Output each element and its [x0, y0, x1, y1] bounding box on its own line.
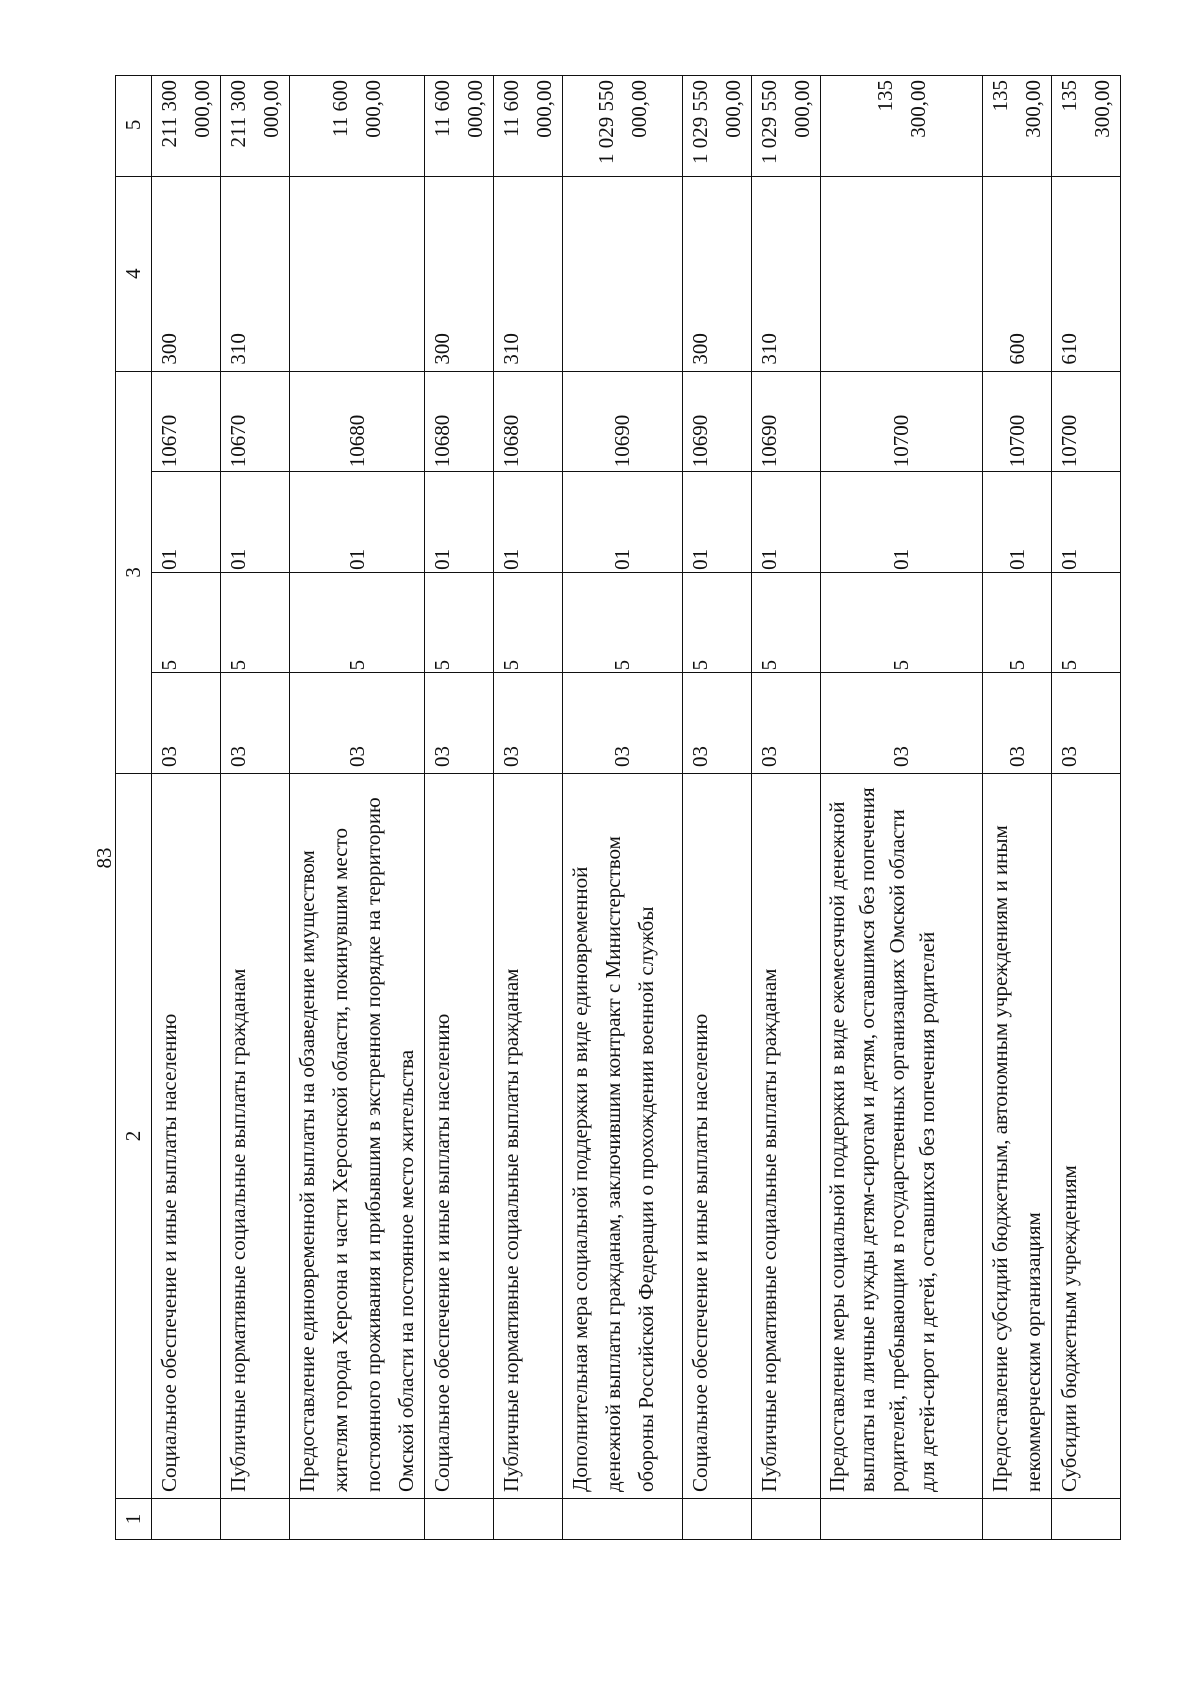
table-header-row	[116, 76, 152, 1540]
row-code-part-2: 5	[290, 572, 425, 673]
row-type-cell: 300	[683, 176, 752, 371]
row-code-part-3: 01	[983, 472, 1052, 573]
row-type-cell: 300	[425, 176, 494, 371]
row-amount-cell: 11 600 000,00	[425, 76, 494, 177]
row-number-cell	[152, 1499, 221, 1540]
budget-table-rotated	[115, 75, 1114, 1540]
row-code-part-3: 01	[1052, 472, 1121, 573]
row-number-cell	[683, 1499, 752, 1540]
row-code-part-3: 01	[290, 472, 425, 573]
row-code-part-2: 5	[152, 572, 221, 673]
page-number: 83	[92, 847, 116, 869]
row-code-part-4: 10680	[290, 371, 425, 472]
row-code-part-4: 10680	[425, 371, 494, 472]
row-name-cell: Публичные нормативные социальные выплаты гражданам	[752, 774, 821, 1499]
row-code-part-1: 03	[752, 673, 821, 774]
row-code-part-4: 10690	[563, 371, 683, 472]
table-row	[683, 76, 752, 1540]
row-type-cell: 310	[752, 176, 821, 371]
row-code-part-3: 01	[752, 472, 821, 573]
row-amount-cell: 11 600 000,00	[290, 76, 425, 177]
row-amount-cell: 211 300 000,00	[221, 76, 290, 177]
row-amount-cell: 1 029 550 000,00	[563, 76, 683, 177]
row-code-part-4: 10670	[221, 371, 290, 472]
row-number-cell	[1052, 1499, 1121, 1540]
row-code-part-1: 03	[290, 673, 425, 774]
table-row	[152, 76, 221, 1540]
row-number-cell	[983, 1499, 1052, 1540]
row-code-part-3: 01	[152, 472, 221, 573]
row-code-part-1: 03	[821, 673, 983, 774]
row-amount-cell: 135 300,00	[1052, 76, 1121, 177]
row-amount-cell: 1 029 550 000,00	[752, 76, 821, 177]
table-row	[983, 76, 1052, 1540]
row-code-part-2: 5	[494, 572, 563, 673]
row-type-cell: 610	[1052, 176, 1121, 371]
row-name-cell: Предоставление субсидий бюджетным, автономным учреждениям и иным некоммерческим организациям	[983, 774, 1052, 1499]
row-type-cell	[821, 176, 983, 371]
row-type-cell: 310	[221, 176, 290, 371]
row-code-part-2: 5	[683, 572, 752, 673]
row-name-cell: Социальное обеспечение и иные выплаты населению	[683, 774, 752, 1499]
row-code-part-3: 01	[683, 472, 752, 573]
row-number-cell	[494, 1499, 563, 1540]
row-code-part-1: 03	[221, 673, 290, 774]
table-row	[563, 76, 683, 1540]
row-code-part-1: 03	[563, 673, 683, 774]
row-code-part-4: 10680	[494, 371, 563, 472]
row-amount-cell: 11 600 000,00	[494, 76, 563, 177]
row-amount-cell: 1 029 550 000,00	[683, 76, 752, 177]
row-number-cell	[425, 1499, 494, 1540]
row-name-cell: Публичные нормативные социальные выплаты гражданам	[221, 774, 290, 1499]
table-row	[290, 76, 425, 1540]
table-row	[425, 76, 494, 1540]
row-code-part-2: 5	[221, 572, 290, 673]
row-number-cell	[221, 1499, 290, 1540]
row-code-part-1: 03	[1052, 673, 1121, 774]
table-row	[752, 76, 821, 1540]
row-type-cell: 310	[494, 176, 563, 371]
row-code-part-3: 01	[494, 472, 563, 573]
row-number-cell	[821, 1499, 983, 1540]
row-code-part-2: 5	[425, 572, 494, 673]
row-amount-cell: 135 300,00	[821, 76, 983, 177]
row-code-part-4: 10670	[152, 371, 221, 472]
header-col-4: 4	[116, 176, 152, 371]
row-code-part-1: 03	[983, 673, 1052, 774]
row-type-cell	[563, 176, 683, 371]
row-number-cell	[752, 1499, 821, 1540]
row-number-cell	[563, 1499, 683, 1540]
header-col-1: 1	[116, 1499, 152, 1540]
row-number-cell	[290, 1499, 425, 1540]
row-code-part-3: 01	[425, 472, 494, 573]
header-col-3: 3	[116, 371, 152, 773]
row-code-part-3: 01	[821, 472, 983, 573]
row-amount-cell: 135 300,00	[983, 76, 1052, 177]
row-code-part-2: 5	[821, 572, 983, 673]
row-code-part-4: 10700	[983, 371, 1052, 472]
row-code-part-1: 03	[152, 673, 221, 774]
row-code-part-1: 03	[425, 673, 494, 774]
row-code-part-2: 5	[563, 572, 683, 673]
header-col-5: 5	[116, 76, 152, 177]
row-code-part-2: 5	[752, 572, 821, 673]
row-code-part-2: 5	[1052, 572, 1121, 673]
row-name-cell: Социальное обеспечение и иные выплаты населению	[152, 774, 221, 1499]
row-code-part-1: 03	[683, 673, 752, 774]
row-code-part-1: 03	[494, 673, 563, 774]
table-row	[494, 76, 563, 1540]
budget-table	[115, 75, 1121, 1540]
row-name-cell: Публичные нормативные социальные выплаты гражданам	[494, 774, 563, 1499]
row-name-cell: Предоставление единовременной выплаты на обзаведение имуществом жителям города Херсона и части Херсонской области, покинувшим место постоянного проживания и прибывшим в экстренном порядке на территорию Омской области на постоянное место жительства	[290, 774, 425, 1499]
row-code-part-4: 10690	[683, 371, 752, 472]
row-code-part-4: 10700	[1052, 371, 1121, 472]
row-code-part-2: 5	[983, 572, 1052, 673]
row-name-cell: Дополнительная мера социальной поддержки в виде единовременной денежной выплаты гражданам, заключившим контракт с Министерством обороны Российской Федерации о прохождении военной службы	[563, 774, 683, 1499]
row-type-cell	[290, 176, 425, 371]
table-row	[821, 76, 983, 1540]
row-amount-cell: 211 300 000,00	[152, 76, 221, 177]
table-row	[221, 76, 290, 1540]
row-code-part-4: 10690	[752, 371, 821, 472]
table-row	[1052, 76, 1121, 1540]
row-code-part-4: 10700	[821, 371, 983, 472]
row-name-cell: Предоставление меры социальной поддержки в виде ежемесячной денежной выплаты на личные нужды детям-сиротам и детям, оставшимся без попечения родителей, пребывающим в государственных организациях Омской области для детей-сирот и детей, оставшихся без попечения родителей	[821, 774, 983, 1499]
row-code-part-3: 01	[563, 472, 683, 573]
row-name-cell: Социальное обеспечение и иные выплаты населению	[425, 774, 494, 1499]
row-type-cell: 300	[152, 176, 221, 371]
row-code-part-3: 01	[221, 472, 290, 573]
header-col-2: 2	[116, 774, 152, 1499]
row-type-cell: 600	[983, 176, 1052, 371]
row-name-cell: Субсидии бюджетным учреждениям	[1052, 774, 1121, 1499]
